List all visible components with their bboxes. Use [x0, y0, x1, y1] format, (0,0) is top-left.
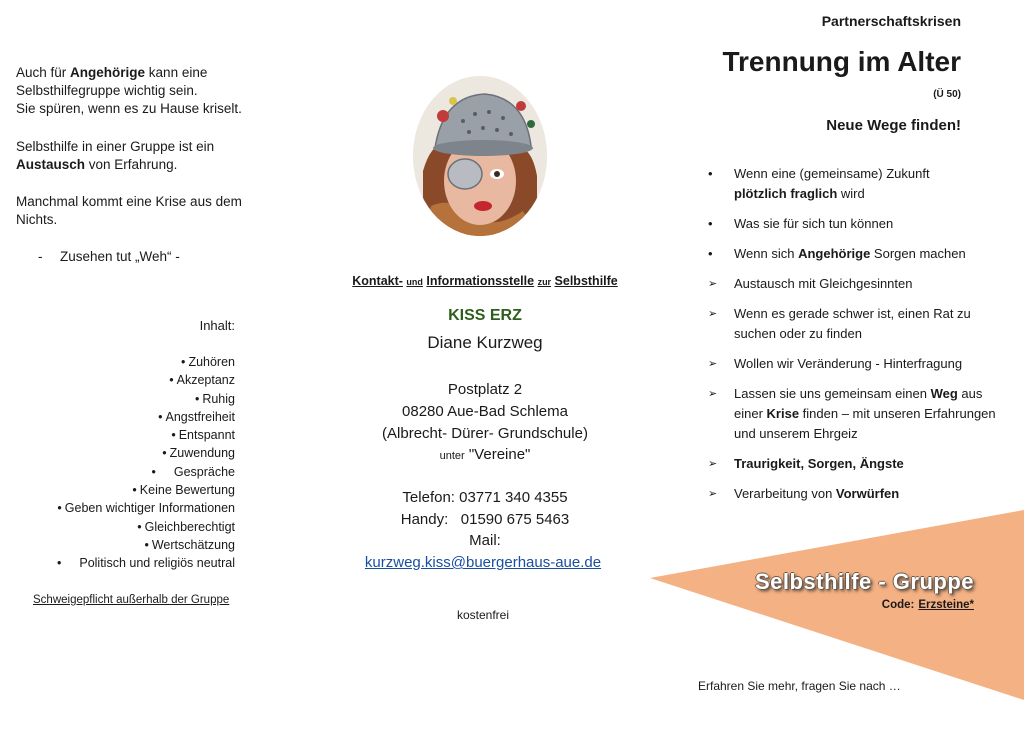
confidentiality-note: Schweigepflicht außerhalb der Gruppe: [33, 594, 230, 606]
text: wird: [837, 186, 865, 201]
text: Lassen sie uns gemeinsam einen: [734, 386, 931, 401]
code-label: Code:: [881, 599, 915, 611]
text: von Erfahrung.: [85, 157, 178, 172]
bullet-icon: •: [169, 373, 174, 388]
address-building: (Albrecht- Dürer- Grundschule): [382, 425, 588, 442]
organisation-name: KISS ERZ: [448, 307, 522, 324]
bold-text: Austausch: [16, 157, 86, 172]
text: "Vereine": [468, 446, 531, 463]
list-item-label: Geben wichtiger Informationen: [64, 501, 235, 516]
contents-heading: Inhalt:: [199, 318, 235, 333]
text: Selbsthilfe in einer Gruppe ist ein: [16, 139, 215, 154]
mail-label: Mail:: [469, 532, 501, 549]
text: Sorgen machen: [870, 246, 966, 261]
list-item: [57, 518, 235, 536]
bold-text: Krise: [766, 406, 800, 421]
contact-person: Diane Kurzweg: [427, 333, 543, 352]
text: Auch für: [16, 65, 71, 80]
bold-text: Vorwürfen: [835, 486, 900, 501]
list-item: [57, 426, 235, 444]
bullet-icon: •: [181, 355, 186, 369]
list-item: [708, 244, 998, 264]
list-item-label: Gespräche: [173, 464, 235, 479]
email-link[interactable]: kurzweg.kiss@buergerhaus-aue.de: [364, 554, 602, 571]
intro-paragraph-relatives: [16, 64, 276, 118]
bullet-icon: •: [162, 446, 167, 461]
address-street: Postplatz 2: [447, 381, 523, 398]
text: Manchmal kommt eine Krise aus dem: [16, 194, 242, 209]
topic-points-list: [708, 164, 998, 514]
arrow-icon: ➢: [708, 488, 718, 500]
bullet-icon: •: [137, 519, 142, 534]
text: Informationsstelle: [426, 274, 535, 288]
list-item: [57, 481, 235, 499]
bold-text: Weg: [930, 386, 958, 401]
dash-quote: [38, 249, 180, 264]
list-item: [57, 353, 235, 371]
list-item-label: Gleichberechtigt: [144, 519, 235, 534]
list-item-label: Wertschätzung: [151, 537, 235, 552]
bold-text: Angehörige: [798, 246, 871, 261]
list-item: [708, 214, 998, 234]
bullet-icon: •: [144, 537, 149, 552]
text: kann eine: [145, 65, 208, 80]
text: Kontakt-: [352, 274, 403, 288]
arrow-icon: ➢: [708, 278, 718, 290]
arrow-icon: ➢: [708, 308, 718, 320]
bullet-icon: •: [171, 428, 176, 443]
list-item-label: Angstfreiheit: [165, 409, 235, 424]
list-item: [57, 463, 235, 481]
text: Nichts.: [16, 212, 58, 227]
bold-text: Traurigkeit, Sorgen, Ängste: [734, 456, 904, 471]
bold-text: plötzlich fraglich: [734, 186, 838, 201]
group-code: [882, 599, 974, 611]
code-value: Erzsteine*: [918, 599, 974, 611]
more-info-note: Erfahren Sie mehr, fragen Sie nach …: [698, 679, 901, 693]
list-item: [57, 444, 235, 462]
list-item: [708, 164, 998, 204]
page-title: Trennung im Alter: [722, 46, 961, 77]
address-city: 08280 Aue-Bad Schlema: [402, 403, 568, 420]
quote-text: Zusehen tut „Weh“ -: [60, 249, 180, 264]
list-item: [708, 484, 998, 504]
intro-paragraph-exchange: [16, 138, 276, 174]
list-item: [708, 454, 998, 474]
list-item: [57, 499, 235, 517]
text: Sie spüren, wenn es zu Hause kriselt.: [16, 101, 242, 116]
list-item: [708, 274, 998, 294]
list-item: [57, 390, 235, 408]
text: Wenn es gerade schwer ist, einen Rat zu suchen oder zu finden: [734, 306, 971, 341]
list-item: [708, 304, 998, 344]
arrow-icon: ➢: [708, 458, 718, 470]
portrait-illustration: [413, 76, 547, 236]
text: unter: [439, 450, 465, 462]
intro-paragraph-crisis: [16, 193, 276, 229]
bullet-icon: •: [56, 556, 62, 571]
text: Verarbeitung von: [734, 486, 836, 501]
list-item: [708, 384, 998, 444]
list-item: [57, 536, 235, 554]
text: Wenn eine (gemeinsame) Zukunft: [734, 166, 930, 181]
text: und: [406, 277, 423, 287]
text: Wollen wir Veränderung - Hinterfragung: [734, 356, 963, 371]
topic-label: Partnerschaftskrisen: [821, 13, 961, 29]
group-title: Selbsthilfe - Gruppe: [754, 569, 974, 594]
dash-marker: -: [38, 249, 43, 264]
bullet-icon: •: [132, 483, 137, 498]
bullet-icon: •: [194, 391, 200, 406]
list-item: [57, 371, 235, 389]
bullet-icon: •: [158, 409, 163, 424]
bullet-icon: •: [708, 166, 713, 181]
bold-text: Angehörige: [70, 65, 146, 80]
text: finden – mit unseren Erfahrungen und unserem Ehrgeiz: [734, 406, 996, 441]
right-panel: [670, 0, 1024, 732]
phone-number: Telefon: 03771 340 4355: [402, 489, 568, 506]
bullet-icon: •: [151, 464, 156, 479]
address-section: [300, 446, 670, 463]
text: zur: [537, 277, 552, 287]
free-of-charge-note: kostenfrei: [456, 608, 510, 622]
list-item-label: Keine Bewertung: [139, 483, 235, 498]
text: Austausch mit Gleichgesinnten: [734, 276, 913, 291]
contents-list: [57, 353, 235, 573]
list-item-label: Zuwendung: [169, 446, 235, 461]
text: Selbsthilfegruppe wichtig sein.: [16, 83, 198, 98]
list-item: [57, 408, 235, 426]
left-panel: [0, 0, 300, 732]
bullet-icon: •: [708, 246, 713, 261]
list-item-label: Zuhören: [188, 355, 235, 369]
text: Wenn sich: [734, 246, 799, 261]
list-item: [57, 554, 235, 572]
list-item-label: Akzeptanz: [176, 373, 235, 388]
mobile-number: Handy: 01590 675 5463: [400, 511, 570, 528]
text: Selbsthilfe: [554, 274, 618, 288]
text: aus einer: [734, 386, 983, 421]
arrow-icon: ➢: [708, 358, 718, 370]
bullet-icon: •: [57, 501, 62, 516]
arrow-icon: ➢: [708, 388, 718, 400]
age-note: (Ü 50): [933, 89, 961, 100]
middle-panel: [300, 0, 670, 732]
contact-heading: [300, 274, 670, 288]
subtitle: Neue Wege finden!: [826, 117, 961, 134]
text: Was sie für sich tun können: [734, 216, 894, 231]
portrait-photo: [413, 76, 547, 236]
list-item-label: Politisch und religiös neutral: [79, 556, 235, 571]
list-item: [708, 354, 998, 374]
bullet-icon: •: [708, 216, 713, 231]
list-item-label: Entspannt: [178, 428, 235, 443]
list-item-label: Ruhig: [202, 391, 235, 406]
